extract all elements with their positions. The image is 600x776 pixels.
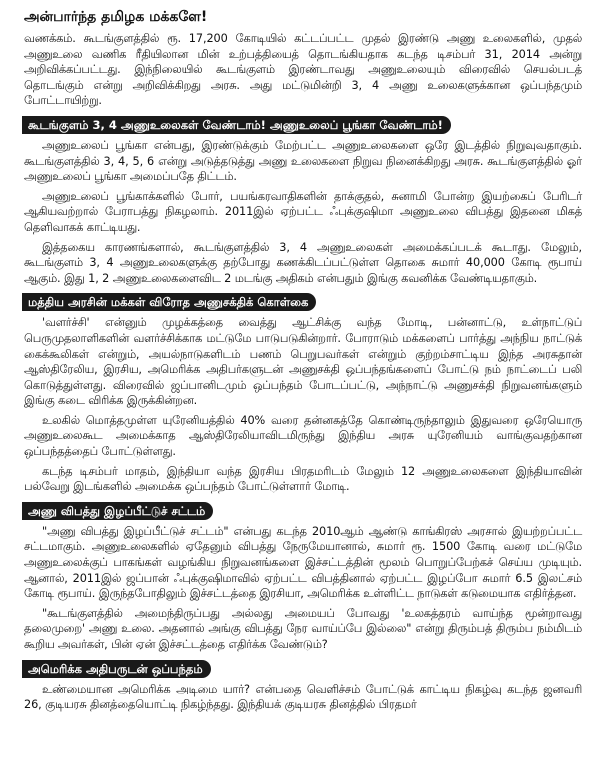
section-heading: மத்திய அரசின் மக்கள் விரோத அணுசக்திக் கொள்கை bbox=[22, 293, 316, 311]
intro-paragraph: வணக்கம். கூடங்குளத்தில் ரூ. 17,200 கோடியில் கட்டப்பட்ட முதல் இரண்டு அணு உலைகளில், முதல் அணுஉலை வணிக ரீதியிலான மின் உற்பத்தியைத் தொடங்கியதாக கடந்த டிசம்பர் 31, 2014 அன்று அறிவிக்கப்பட்டது. இந்நிலையில் கூடங்குளம் இரண்டாவது அணுஉலையும் விரைவில் செயல்படத் தொடங்கும் என்று அறிவிக்கிறது அரசு. அது மட்டுமின்றி 3, 4 அணு உலைகளுக்கான ஒப்பந்தமும் போட்டாயிற்று. bbox=[24, 32, 582, 108]
paragraph: உலகில் மொத்தமுள்ள யுரேனியத்தில் 40% வரை தன்னகத்தே கொண்டிருந்தாலும் இதுவரை ஒரேயொரு அணுஉலைகூட அமைக்காத ஆஸ்திரேலியாவிடமிருந்து இந்திய அரசு யுரேனியம் வாங்குவதற்கான ஒப்பந்தத்தைப் போட்டுள்ளது. bbox=[24, 413, 582, 459]
paragraph: 'வளர்ச்சி' என்னும் முழக்கத்தை வைத்து ஆட்சிக்கு வந்த மோடி, பன்னாட்டு, உள்நாட்டுப் பெருமுதலாளிகளின் வளர்ச்சிக்காக மட்டுமே பாடுபடுகின்றார். போராடும் மக்களைப் பார்த்து அந்நிய நாட்டுக் கைக்கூலிகள் என்றும், அயல்நாடுகளிடம் பணம் பெறுபவர்கள் என்றும் குற்றம்சாட்டிய இந்த அரசுதான் ஆஸ்திரேலிய, இரசிய, அமெரிக்க அதிபர்களுடன் அணுசக்தி ஒப்பந்தங்களைப் போட்டு நம் நாட்டைப் பலி கொடுத்துள்ளது. விரைவில் ஜப்பானிடமும் ஒப்பந்தம் போடப்பட்டு, அந்நாட்டு அணுசக்தி நிறுவனங்களும் இங்கு கடை விரிக்க இருக்கின்றன. bbox=[24, 316, 582, 408]
section-liability-act bbox=[24, 499, 582, 653]
paragraph: கடந்த டிசம்பர் மாதம், இந்தியா வந்த இரசிய பிரதமரிடம் மேலும் 12 அணுஉலைகளை இந்தியாவின் பல்வேறு இடங்களில் அமைக்க ஒப்பந்தம் போட்டுள்ளார் மோடி. bbox=[24, 464, 582, 494]
section-heading: அணு விபத்து இழப்பீட்டுச் சட்டம் bbox=[22, 502, 213, 520]
section-nuclear-policy bbox=[24, 290, 582, 495]
section-us-agreement bbox=[24, 657, 582, 713]
paragraph: அணுஉலைப் பூங்காக்களில் போர், பயங்கரவாதிகளின் தாக்குதல், சுனாமி போன்ற இயற்கைப் பேரிடர் ஆகியவற்றால் பேராபத்து நிகழலாம். 2011இல் ஏற்பட்ட ஃபுக்குஷிமா அணுஉலை விபத்து இதனை மிகத் தெளிவாகக் காட்டியது. bbox=[24, 189, 582, 234]
paragraph: "கூடங்குளத்தில் அமைந்திருப்பது அல்லது அமையப் போவது 'உலகத்தரம் வாய்ந்த மூன்றாவது தலைமுறை' அணு உலை. அதனால் அங்கு விபத்து நேர வாய்ப்பே இல்லை" என்று திரும்பத் திரும்ப நம்மிடம் கூறிய அவர்கள், பின் ஏன் இச்சட்டத்தை எதிர்க்க வேண்டும்? bbox=[24, 606, 582, 651]
section-heading: அமெரிக்க அதிபருடன் ஒப்பந்தம் bbox=[22, 660, 211, 678]
paragraph: இத்தகைய காரணங்களால், கூடங்குளத்தில் 3, 4 அணுஉலைகள் அமைக்கப்படக் கூடாது. மேலும், கூடங்குளம் 3, 4 அணுஉலைகளுக்கு தற்போது கணக்கிடப்பட்டுள்ள தொகை சுமார் 40,000 கோடி ரூபாய் ஆகும். இது 1, 2 அணுஉலைகளைவிட 2 மடங்கு அதிகம் என்பதும் இங்கு கவனிக்க வேண்டியதாகும். bbox=[24, 240, 582, 285]
paragraph: அணுஉலைப் பூங்கா என்பது, இரண்டுக்கும் மேற்பட்ட அணுஉலைகளை ஒரே இடத்தில் நிறுவுவதாகும். கூடங்குளத்தில் 3, 4, 5, 6 என்று அடுத்தடுத்து அணு உலைகளை நிறுவ நினைக்கிறது அரசு. கூடங்குளத்தில் ஓர் அணுஉலைப் பூங்கா அமைப்பதே திட்டம். bbox=[24, 138, 582, 184]
paragraph: "அணு விபத்து இழப்பீட்டுச் சட்டம்" என்பது கடந்த 2010ஆம் ஆண்டு காங்கிரஸ் அரசால் இயற்றப்பட்ட சட்டமாகும். அணுஉலைகளில் ஏதேனும் விபத்து நேருமேயானால், சுமார் ரூ. 1500 கோடி வரை மட்டுமே அணுஉலைக்குப் பாகங்கள் வழங்கிய நிறுவனங்களை இச்சட்டத்தின் மூலம் பொறுப்பேற்கச் செய்ய முடியும். ஆனால், 2011இல் ஜப்பான் ஃபுக்குஷிமாவில் ஏற்பட்ட விபத்தினால் ஏற்பட்ட இழப்போ சுமார் 6.5 இலட்சம் கோடி ரூபாய். இருந்தபோதிலும் இச்சட்டத்தை இரசியா, அமெரிக்க உள்ளிட்ட நாடுகள் கடுமையாக எதிர்த்தன. bbox=[24, 524, 582, 601]
section-heading: கூடங்குளம் 3, 4 அணுஉலைகள் வேண்டாம்! அணுஉலைப் பூங்கா வேண்டாம்! bbox=[22, 116, 451, 134]
paragraph: உண்மையான அமெரிக்க அடிமை யார்? என்பதை வெளிச்சம் போட்டுக் காட்டிய நிகழ்வு கடந்த ஜனவரி 26, குடியரசு தினத்தையொட்டி நிகழ்ந்தது. இந்தியக் குடியரசு தினத்தில் பிரதமர் bbox=[24, 682, 582, 712]
section-kudankulam bbox=[24, 113, 582, 286]
greeting-heading: அன்பார்ந்த தமிழக மக்களே! bbox=[24, 9, 208, 25]
